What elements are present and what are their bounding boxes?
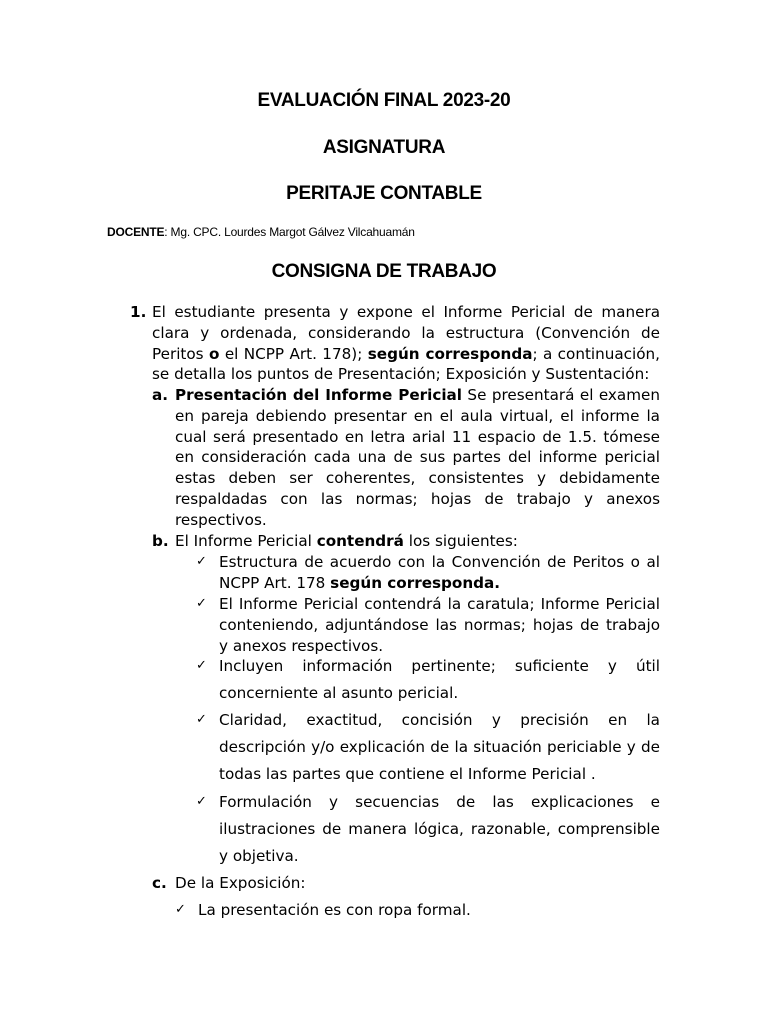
course-name: PERITAJE CONTABLE [286, 183, 482, 204]
check-icon: ✓ [175, 902, 186, 917]
exam-title: EVALUACIÓN FINAL 2023-20 [257, 90, 511, 111]
task-title: CONSIGNA DE TRABAJO [271, 261, 497, 282]
check-icon: ✓ [196, 596, 207, 611]
check-icon: ✓ [196, 658, 207, 673]
item-c-text: De la Exposición: [175, 874, 306, 892]
item-b-text-b: los siguientes: [403, 532, 518, 550]
item-1-number: 1. [130, 303, 147, 321]
teacher-label: DOCENTE [107, 225, 165, 239]
item-1-text-b: el NCPP Art. 178); [219, 344, 368, 363]
teacher-name: : Mg. CPC. Lourdes Margot Gálvez Vilcahuamán [164, 225, 415, 239]
teacher-line [107, 225, 415, 239]
item-b-bold: contendrá [316, 532, 404, 550]
subject-label: ASIGNATURA [322, 137, 446, 158]
check-icon: ✓ [196, 554, 207, 569]
item-1-paragraph [152, 302, 660, 385]
item-b-bullet-3: Incluyen información pertinente; suficiente y útil concerniente al asunto pericial. [219, 657, 660, 702]
item-1-bold-o: o [209, 344, 220, 363]
item-b-paragraph [175, 531, 660, 552]
item-c-bullet-1: La presentación es con ropa formal. [198, 901, 471, 919]
item-a-paragraph [175, 385, 660, 531]
item-a-bold: Presentación del Informe Pericial [175, 386, 462, 404]
item-b-bullet-5: Formulación y secuencias de las explicaciones e ilustraciones de manera lógica, razonable, comprensible y objetiva. [219, 793, 660, 865]
item-1-bold-segun: según corresponda [367, 344, 533, 363]
item-b-bullet-1 [219, 552, 660, 594]
item-c-letter: c. [152, 874, 167, 892]
check-icon: ✓ [196, 794, 207, 809]
item-a-text: Se presentará el examen en pareja debiendo presentar en el aula virtual, el informe la cual será presentado en letra arial 11 espacio de 1.5. tómese en consideración cada una de sus partes del informe pericial estas deben ser coherentes, consistentes y debidamente respaldadas con las normas; hojas de trabajo y anexos respectivos. [175, 386, 660, 529]
item-a-letter: a. [152, 386, 169, 404]
item-b-bullet-1-text: Estructura de acuerdo con la Convención de Peritos o al NCPP Art. 178 [219, 553, 660, 592]
item-1-text-a: El estudiante presenta y expone el Informe Pericial de manera clara y ordenada, considerando la estructura (Convención de Peritos [152, 303, 660, 363]
item-b-text-a: El Informe Pericial [175, 532, 317, 550]
item-b-bullet-4: Claridad, exactitud, concisión y precisión en la descripción y/o explicación de la situación periciable y de todas las partes que contiene el Informe Pericial . [219, 711, 660, 783]
item-b-bullet-1-bold: según corresponda. [330, 573, 501, 592]
item-b-bullet-2: El Informe Pericial contendrá la caratula; Informe Pericial conteniendo, adjuntándose las normas; hojas de trabajo y anexos respectivos. [219, 595, 660, 655]
item-1-text-c: ; a continuación, se detalla los puntos de Presentación; Exposición y Sustentación: [152, 344, 660, 384]
check-icon: ✓ [196, 712, 207, 727]
item-b-letter: b. [152, 532, 169, 550]
